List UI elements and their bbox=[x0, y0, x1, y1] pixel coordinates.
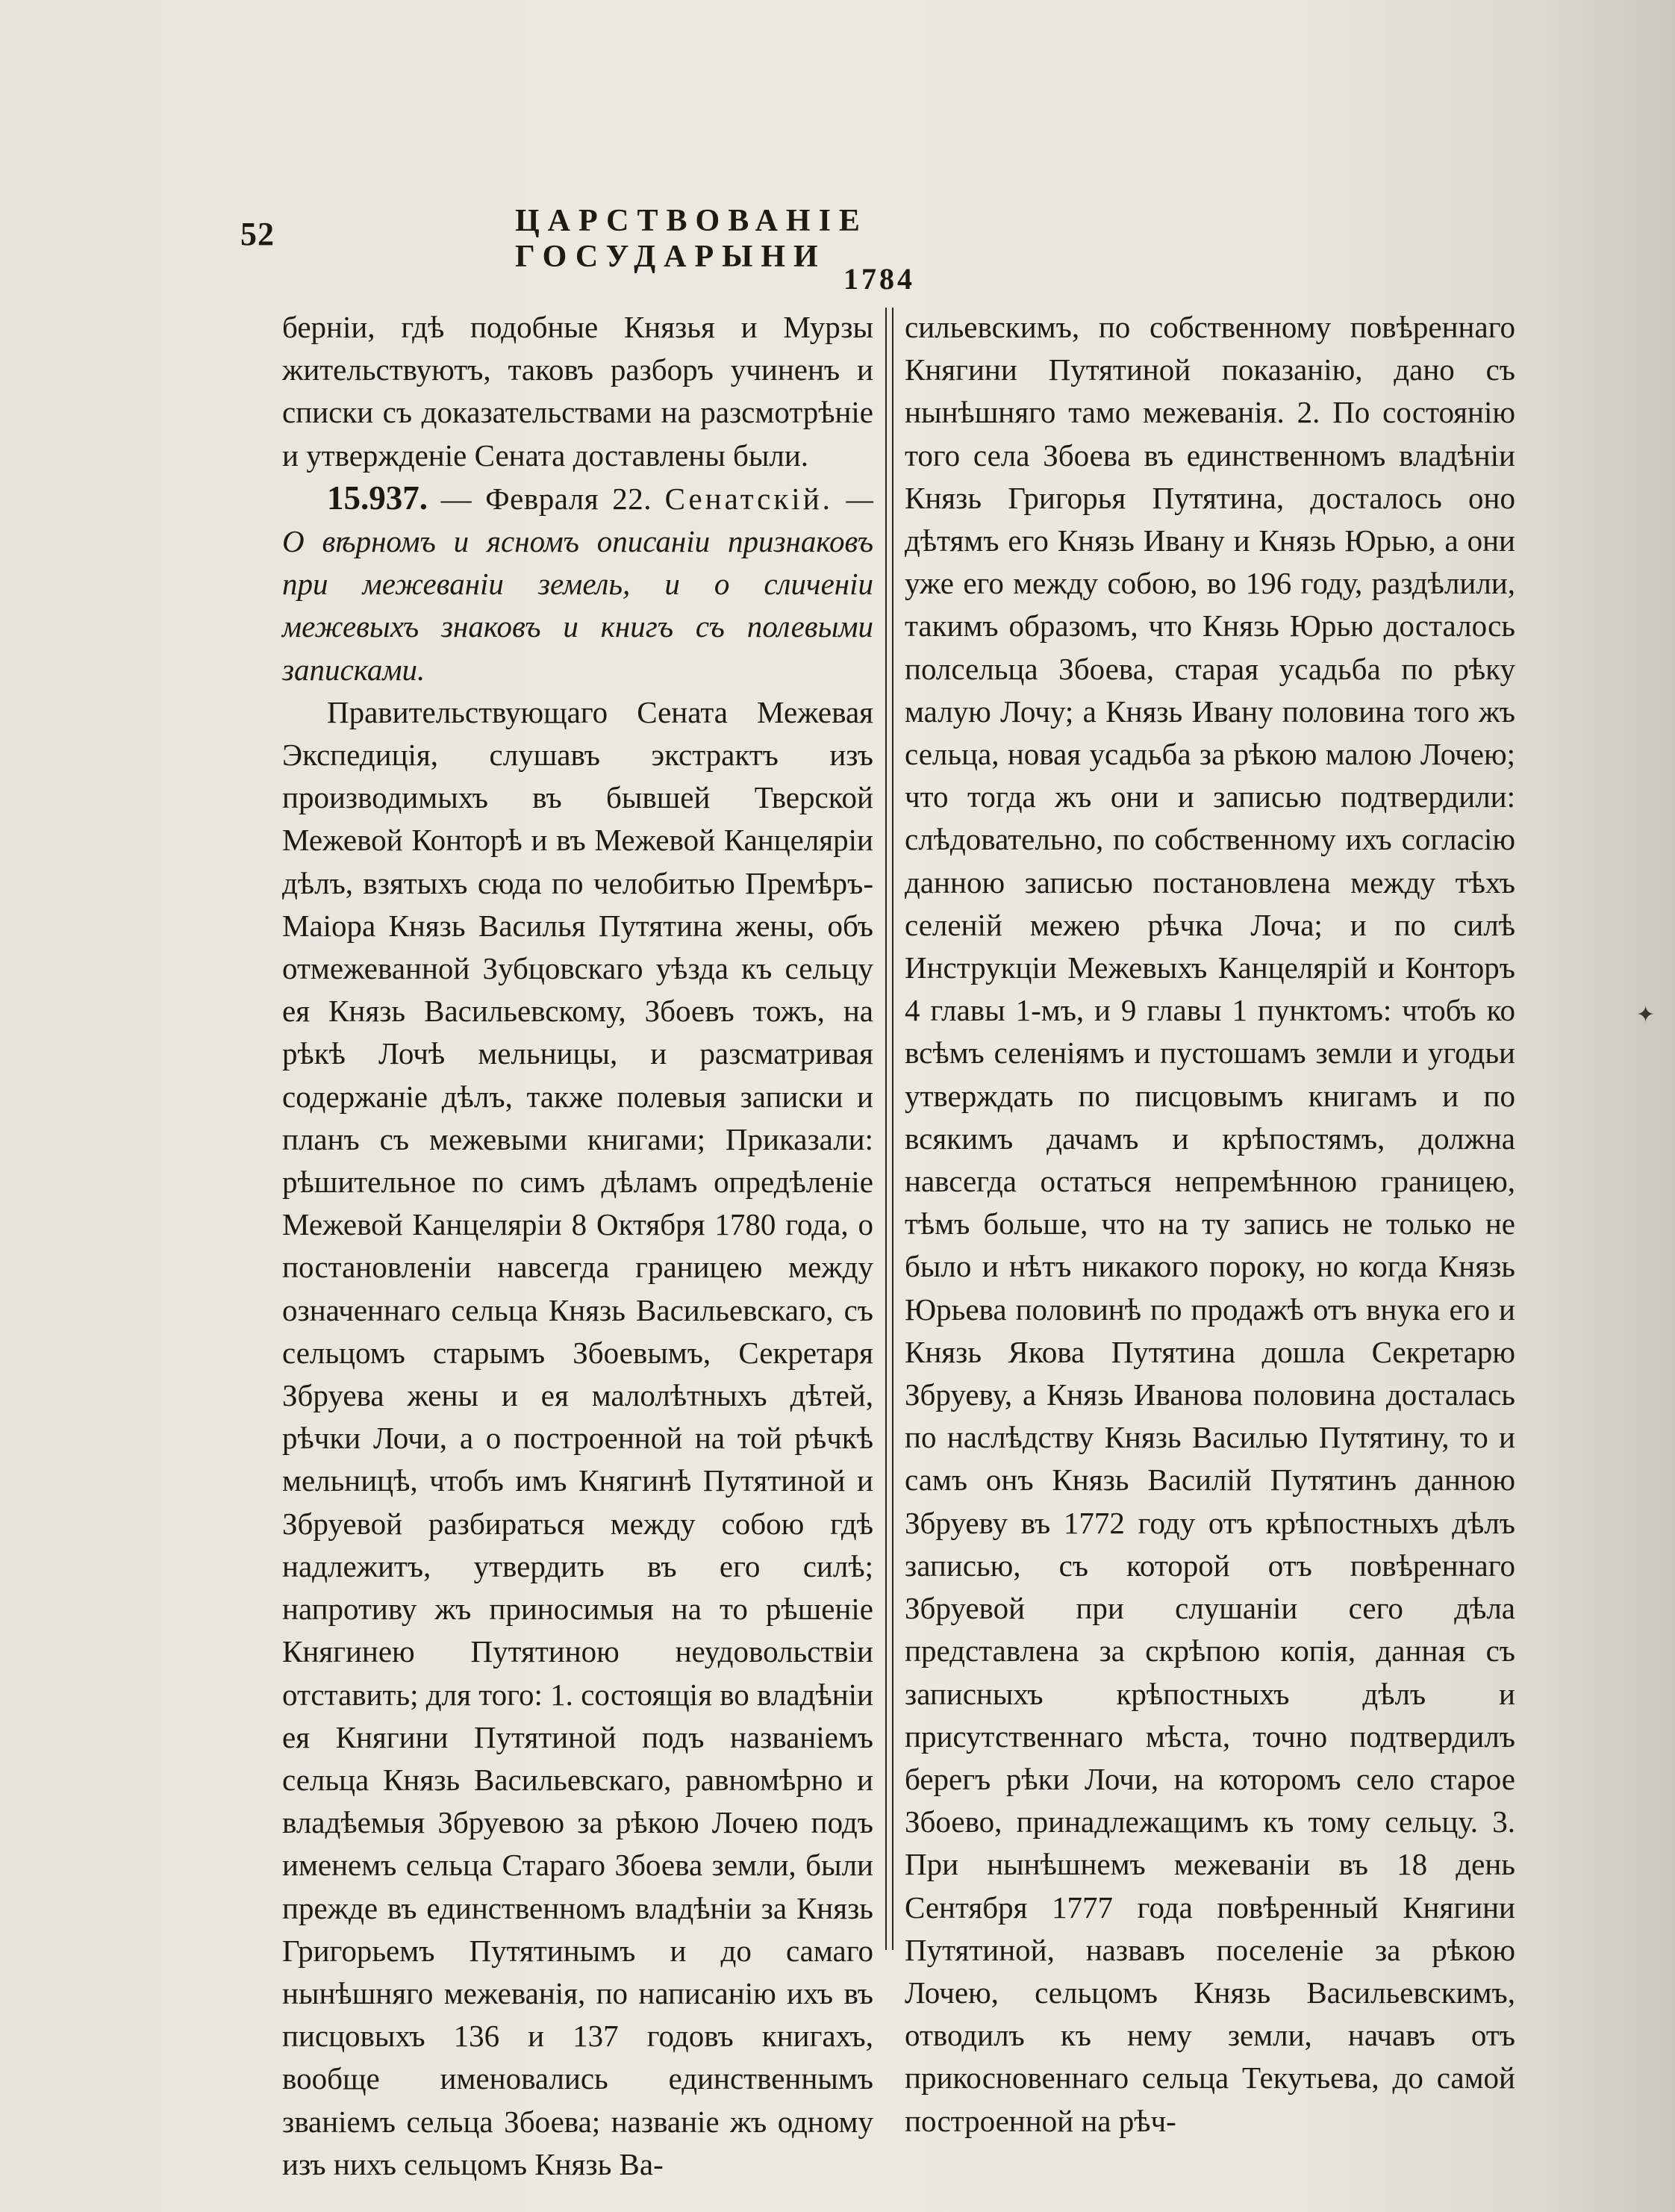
left-column bbox=[282, 306, 873, 2186]
decree-title: — О вѣрномъ и ясномъ описаніи признаковъ при межеваніи земель, и о сличеніи межевыхъ знаковъ и книгъ съ полевыми записками. bbox=[282, 481, 873, 687]
right-column-paragraph: сильевскимъ, по собственному повѣреннаго Княгини Путятиной показанію, дано съ нынѣшняго тамо межеванія. 2. По состоянію того села Збоева въ единственномъ владѣніи Князь Григорья Путятина, досталось оно дѣтямъ его Князь Ивану и Князь Юрью, а они уже его между собою, во 196 году, раздѣлили, такимъ образомъ, что Князь Юрью досталось полсельца Збоева, старая усадьба по рѣку малую Лочу; а Князь Ивану половина того жъ сельца, новая усадьба за рѣкою малою Лочею; что тогда жъ они и записью подтвердили: слѣдовательно, по собственному ихъ согласію данною записью постановлена между тѣхъ селеній межею рѣчка Лоча; и по силѣ Инструкціи Межевыхъ Канцелярій и Конторъ 4 главы 1-мъ, и 9 главы 1 пунктомъ: чтобъ ко всѣмъ селеніямъ и пустошамъ земли и угодьи утверждать по писцовымъ книгамъ и по всякимъ дачамъ и крѣпостямъ, должна навсегда остаться непремѣнною границею, тѣмъ больше, что на ту запись не только не было и нѣтъ никакого пороку, но когда Князь Юрьева половинѣ по продажѣ отъ внука его и Князь Якова Путятина дошла Секретарю Збруеву, а Князь Иванова половина досталась по наслѣдству Князь Василью Путятину, то и самъ онъ Князь Василій Путятинъ данною Збруеву въ 1772 году отъ крѣпостныхъ дѣлъ записью, съ которой отъ повѣреннаго Збруевой при слушаніи сего дѣла представлена за скрѣпою копія, данная съ записныхъ крѣпостныхъ дѣлъ и присутственнаго мѣста, точно подтвердилъ берегъ рѣки Лочи, на которомъ село старое Збоево, принадлежащимъ къ тому сельцу. 3. При нынѣшнемъ межеваніи въ 18 день Сентября 1777 года повѣренный Княгини Путятиной, назвавъ поселеніе за рѣкою Лочею, сельцомъ Князь Васильевскимъ, отводилъ къ нему земли, начавъ отъ прикосновеннаго сельца Текутьева, до самой построенной на рѣч- bbox=[905, 310, 1515, 2138]
column-divider bbox=[885, 308, 893, 1950]
right-column bbox=[905, 306, 1515, 2143]
decree-type: Сенатскій. bbox=[664, 481, 833, 516]
year-heading: 1784 bbox=[843, 262, 915, 296]
decree-heading bbox=[282, 477, 873, 691]
decree-body-paragraph: Правительствующаго Сената Межевая Экспедиція, слушавъ экстрактъ изъ производимыхъ въ бывшей Тверской Межевой Конторѣ и въ Межевой Канцеляріи дѣлъ, взятыхъ сюда по челобитью Премѣръ-Маіора Князь Василья Путятина жены, объ отмежеванной Зубцовскаго уѣзда къ сельцу ея Князь Васильевскому, Збоевъ тожъ, на рѣкѣ Лочѣ мельницы, и разсматривая содержаніе дѣлъ, также полевыя записки и планъ съ межевыми книгами; Приказали: рѣшительное по симъ дѣламъ опредѣленіе Межевой Канцеляріи 8 Октября 1780 года, о постановленіи навсегда границею между означеннаго сельца Князь Васильевскаго, съ сельцомъ старымъ Збоевымъ, Секретаря Збруева жены и ея малолѣтныхъ дѣтей, рѣчки Лочи, а о построенной на той рѣчкѣ мельницѣ, чтобъ имъ Княгинѣ Путятиной и Збруевой разбираться между собою гдѣ надлежитъ, утвердить въ его силѣ; напротиву жъ приносимыя на то рѣшеніе Княгинею Путятиною неудовольствіи отставить; для того: 1. состоящія во владѣніи ея Княгини Путятиной подъ названіемъ сельца Князь Васильевскаго, равномѣрно и владѣемыя Збруевою за рѣкою Лочею подъ именемъ сельца Стараго Збоева земли, были прежде въ единственномъ владѣніи за Князь Григорьемъ Путятинымъ и до самаго нынѣшняго межеванія, по написанію ихъ въ писцовыхъ 136 и 137 годовъ книгахъ, вообще именовались единственнымъ званіемъ сельца Збоева; названіе жъ одному изъ нихъ сельцомъ Князь Ва- bbox=[282, 694, 873, 2181]
margin-mark-icon: ✦ bbox=[1636, 1003, 1656, 1027]
running-head: ЦАРСТВОВАНІЕ ГОСУДАРЫНИ bbox=[515, 204, 868, 274]
decree-number: 15.937. bbox=[327, 479, 428, 517]
continuation-paragraph: берніи, гдѣ подобные Князья и Мурзы жительствуютъ, таковъ разборъ учиненъ и списки съ доказательствами на разсмотрѣніе и утвержденіе Сената доставлены были. bbox=[282, 310, 873, 473]
decree-date: — Февраля 22. bbox=[440, 481, 652, 516]
page-number: 52 bbox=[240, 216, 275, 252]
